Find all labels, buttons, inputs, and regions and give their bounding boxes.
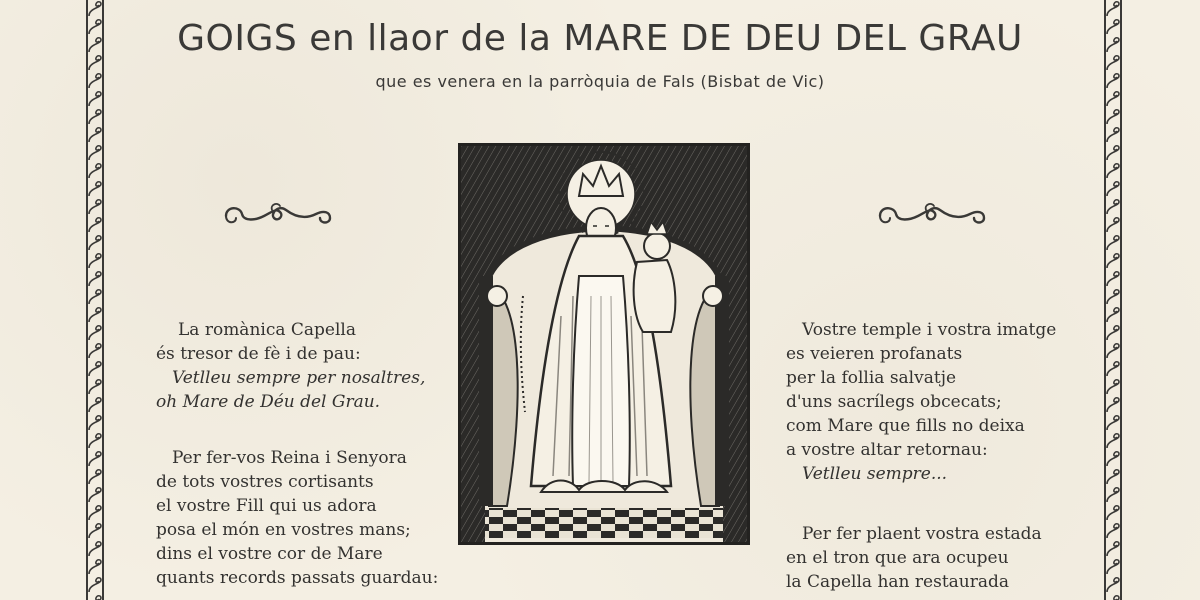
- verse-line: per la follia salvatje: [786, 368, 957, 388]
- verse-line: a vostre altar retornau:: [786, 440, 988, 460]
- scroll-flourish-left-icon: [220, 198, 336, 230]
- verse-line: la Capella han restaurada: [786, 572, 1010, 592]
- verse-line: en el tron que ara ocupeu: [786, 548, 1009, 568]
- verse-line: quants records passats guardau:: [156, 568, 439, 588]
- stanza-right-2: [786, 522, 1042, 594]
- stanza-left-2: [156, 446, 438, 590]
- madonna-woodcut-image: [458, 143, 750, 545]
- verse-line: és tresor de fè i de pau:: [156, 344, 361, 364]
- stanza-left-1: [156, 318, 425, 414]
- verse-line: La romànica Capella: [178, 320, 356, 340]
- verse-line: com Mare que fills no deixa: [786, 416, 1025, 436]
- refrain-line: Vetlleu sempre...: [802, 464, 948, 484]
- madonna-and-child-icon: [461, 146, 747, 542]
- verse-line: de tots vostres cortisants: [156, 472, 374, 492]
- verse-line: es veieren profanats: [786, 344, 963, 364]
- verse-line: Vostre temple i vostra imatge: [802, 320, 1057, 340]
- verse-line: dins el vostre cor de Mare: [156, 544, 383, 564]
- page-title: GOIGS en llaor de la MARE DE DEU DEL GRAU: [177, 18, 1023, 59]
- verse-line: Per fer plaent vostra estada: [802, 524, 1042, 544]
- verse-line: el vostre Fill qui us adora: [156, 496, 377, 516]
- stanza-right-1: [786, 318, 1056, 486]
- verse-line: Per fer-vos Reina i Senyora: [172, 448, 407, 468]
- refrain-line: oh Mare de Déu del Grau.: [156, 392, 381, 412]
- scroll-flourish-right-icon: [874, 198, 990, 230]
- refrain-line: Vetlleu sempre per nosaltres,: [172, 368, 426, 388]
- verse-line: d'uns sacrílegs obcecats;: [786, 392, 1002, 412]
- page-subtitle: que es venera en la parròquia de Fals (Bisbat de Vic): [375, 72, 825, 91]
- verse-line: posa el món en vostres mans;: [156, 520, 411, 540]
